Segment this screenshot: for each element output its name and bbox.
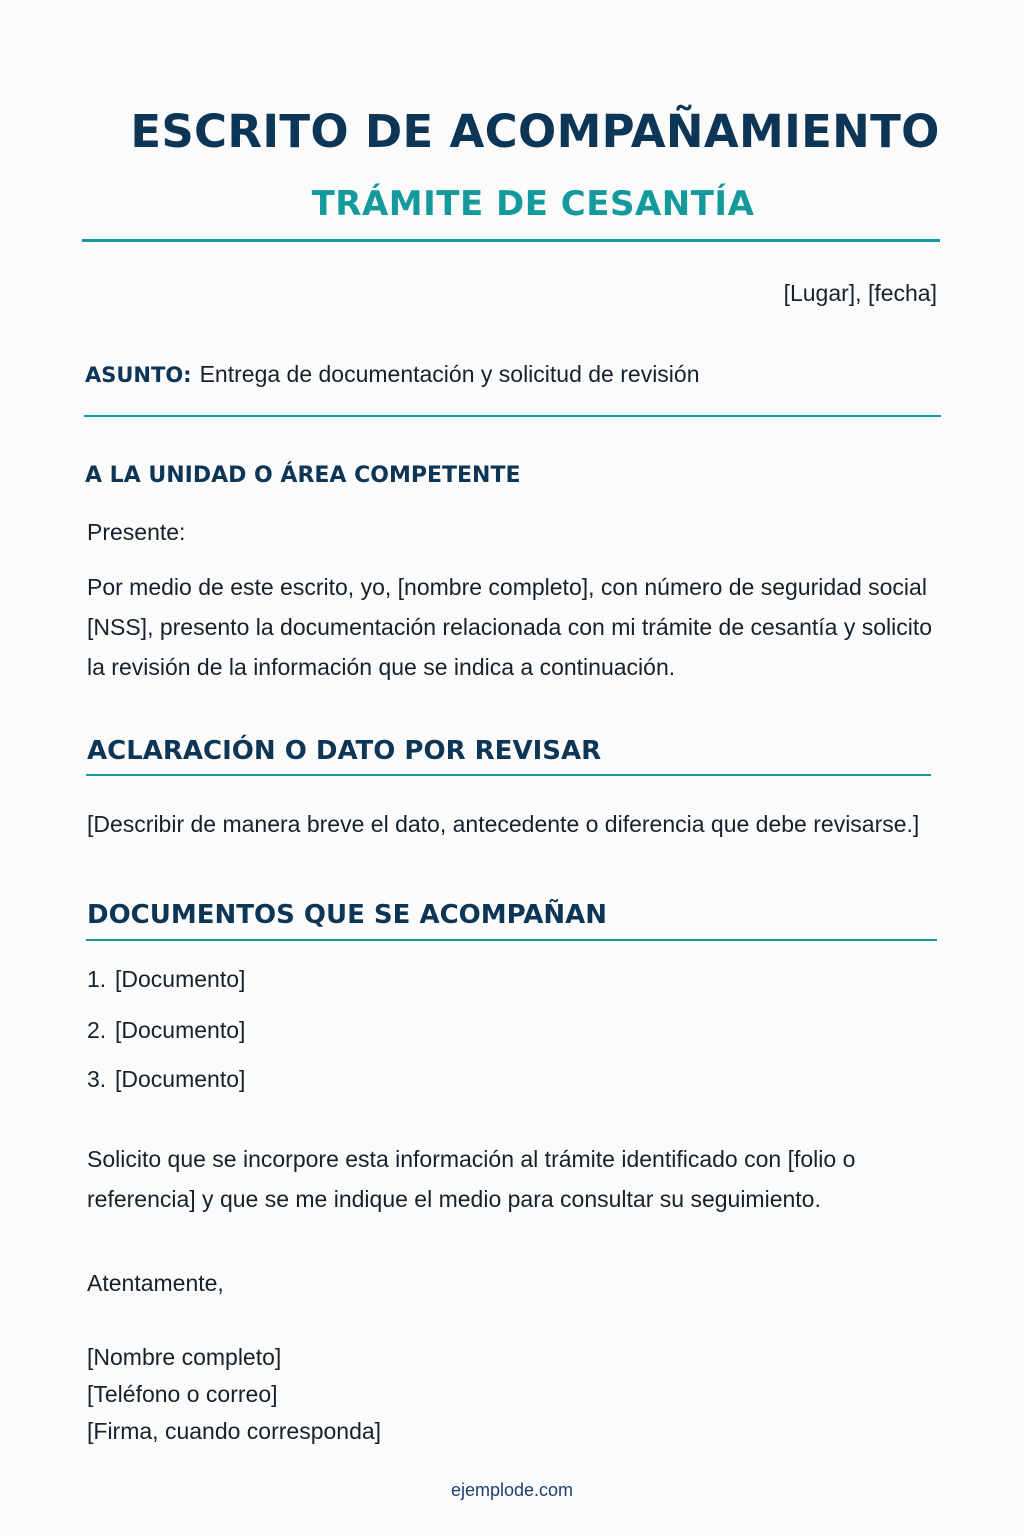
subject-divider xyxy=(84,415,941,417)
recipient-heading: A LA UNIDAD O ÁREA COMPETENTE xyxy=(85,463,521,488)
list-item xyxy=(87,1014,245,1046)
documents-heading: DOCUMENTOS QUE SE ACOMPAÑAN xyxy=(87,900,608,930)
list-item xyxy=(87,1063,245,1095)
title-divider xyxy=(82,239,940,242)
list-number: 2. xyxy=(87,1017,107,1043)
subject-line xyxy=(85,358,700,391)
footer-site: ejemplode.com xyxy=(450,1480,574,1500)
documents-divider xyxy=(86,939,937,941)
list-label: [Documento] xyxy=(115,1017,246,1043)
clarification-divider xyxy=(86,774,931,776)
greeting: Presente: xyxy=(87,519,186,545)
list-label: [Documento] xyxy=(115,1066,246,1092)
list-item xyxy=(87,963,245,995)
request-paragraph: Solicito que se incorpore esta información al trámite identificado con [folio o referencia] y que se me indique el medio para consultar su seguimiento. xyxy=(87,1146,856,1212)
signer-signature: [Firma, cuando corresponda] xyxy=(87,1418,382,1444)
signer-name: [Nombre completo] xyxy=(87,1344,282,1370)
subject-label: ASUNTO: xyxy=(85,363,192,387)
intro-paragraph: Por medio de este escrito, yo, [nombre completo], con número de seguridad social [NSS], presento la documentación relacionada con mi trámite de cesantía y solicito la revisión de la información que se indica a continuación. xyxy=(87,574,933,680)
signer-contact: [Teléfono o correo] xyxy=(87,1381,278,1407)
document-title: ESCRITO DE ACOMPAÑAMIENTO xyxy=(130,105,940,158)
clarification-heading: ACLARACIÓN O DATO POR REVISAR xyxy=(87,736,602,766)
list-label: [Documento] xyxy=(115,966,246,992)
clarification-text: [Describir de manera breve el dato, antecedente o diferencia que debe revisarse.] xyxy=(87,811,920,837)
list-number: 1. xyxy=(87,966,107,992)
subject-text: Entrega de documentación y solicitud de revisión xyxy=(199,361,700,387)
place-date: [Lugar], [fecha] xyxy=(783,280,937,306)
list-number: 3. xyxy=(87,1066,107,1092)
closing-salutation: Atentamente, xyxy=(87,1270,224,1296)
document-subtitle: TRÁMITE DE CESANTÍA xyxy=(311,184,755,224)
